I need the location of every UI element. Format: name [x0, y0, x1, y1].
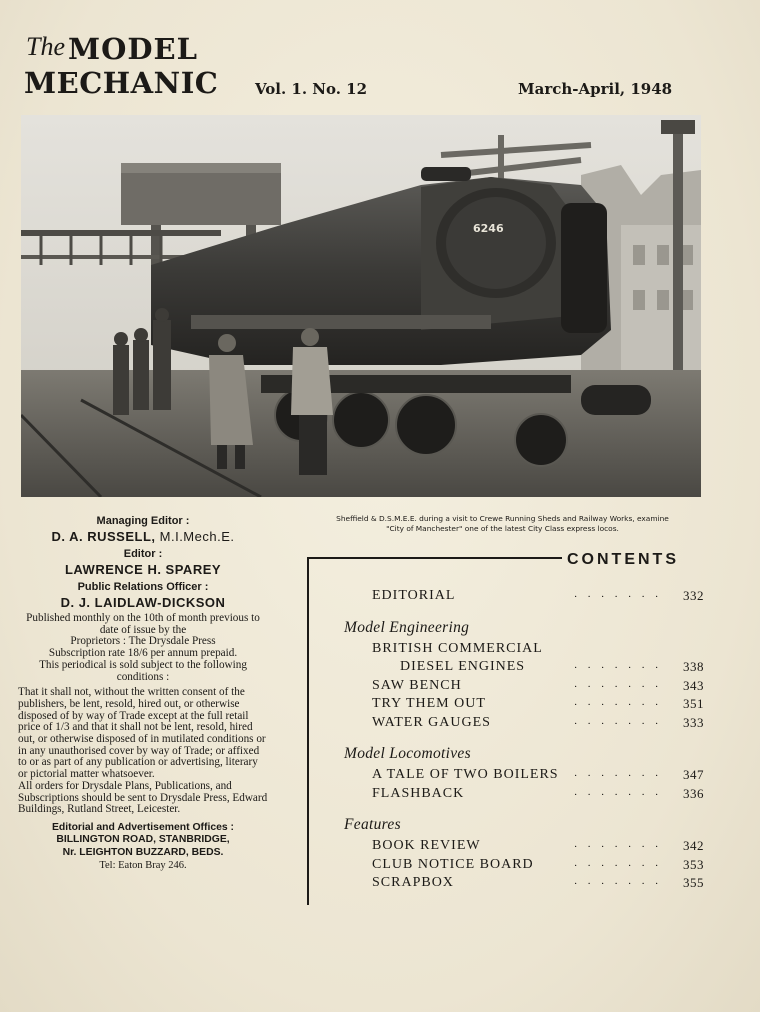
toc-entry-british-commercial[interactable] — [344, 641, 704, 660]
subscription-notice: Subscription rate 18/6 per annum prepaid. — [48, 647, 238, 660]
orders-notice: All orders for Drysdale Plans, Publications, and Subscriptions should be sent to Drysdale Press, Edward Buildings, Rutland Street, Leicester. — [18, 779, 268, 816]
toc-page: 338 — [683, 659, 704, 674]
toc-title: FLASHBACK — [372, 785, 465, 801]
toc-page: 351 — [683, 696, 704, 711]
managing-editor-role: Managing Editor : — [96, 515, 190, 527]
toc-page: 342 — [683, 838, 704, 853]
toc-entry-scrapbox[interactable] — [344, 875, 704, 894]
toc-entry-tale-of-two-boilers[interactable] — [344, 767, 704, 786]
toc-leader: . . . . . . . — [574, 588, 662, 600]
toc-title: DIESEL ENGINES — [400, 659, 526, 674]
offices-line-2: Nr. LEIGHTON BUZZARD, BEDS. — [62, 846, 224, 858]
masthead-mechanic: MECHANIC — [24, 66, 219, 100]
toc-entry-club-notice-board[interactable] — [344, 857, 704, 876]
toc-leader: . . . . . . . — [574, 714, 662, 727]
toc-title: BRITISH COMMERCIAL — [372, 640, 543, 656]
loco-plate-number: 6246 — [473, 222, 504, 235]
toc-title: A TALE OF TWO BOILERS — [372, 767, 559, 782]
managing-editor-quals: M.I.Mech.E. — [159, 529, 235, 544]
locomotive-photo-image — [21, 115, 701, 497]
masthead-model: MODEL — [68, 32, 199, 66]
pr-name: D. J. LAIDLAW-DICKSON — [60, 595, 226, 610]
toc-leader: . . . . . . . — [574, 696, 662, 708]
toc-page: 332 — [683, 588, 704, 603]
conditions-text: That it shall not, without the written consent of the publishers, be lent, resold, hired out, or otherwise disposed of by way of Trade except at the full retail price of 1/3 and that it shall not be lent, resold, hired out, or otherwise disposed of in mutilated conditions or in any unauthorised cover by way of Trade; or affixed to or as part of any publication or advertising, literary or pictorial matter whatsoever. — [18, 686, 266, 781]
toc-title: CLUB NOTICE BOARD — [372, 856, 534, 872]
toc-leader: . . . . . . . — [574, 659, 662, 671]
pr-role: Public Relations Officer : — [77, 581, 209, 593]
offices-telephone: Tel: Eaton Bray 246. — [99, 860, 187, 872]
toc-leader: . . . . . . . — [574, 677, 662, 690]
staff-column — [18, 514, 268, 873]
toc-page: 333 — [683, 714, 704, 730]
toc-title: WATER GAUGES — [372, 714, 491, 730]
toc-entry-editorial[interactable] — [344, 588, 704, 607]
locomotive-photo — [21, 115, 701, 497]
toc-leader: . . . . . . . — [574, 838, 662, 850]
toc-page: 336 — [683, 785, 704, 801]
editor-name: LAWRENCE H. SPAREY — [64, 562, 222, 577]
caption-line-1: Sheffield & D.S.M.E.E. during a visit to Crewe Running Sheds and Railway Works, examine — [336, 514, 669, 523]
toc-entry-water-gauges[interactable] — [344, 715, 704, 734]
proprietors-notice: Proprietors : The Drysdale Press — [70, 635, 216, 648]
toc-entry-try-them-out[interactable] — [344, 696, 704, 715]
toc-title: EDITORIAL — [372, 588, 456, 603]
editor-role: Editor : — [123, 548, 163, 560]
offices-heading: Editorial and Advertisement Offices : — [51, 821, 235, 833]
offices-line-1: BILLINGTON ROAD, STANBRIDGE, — [56, 834, 230, 846]
toc-title: SAW BENCH — [372, 677, 462, 693]
section-heading: Model Engineering — [344, 618, 470, 636]
managing-editor-name-text: D. A. RUSSELL, — [51, 529, 156, 544]
masthead-logo — [24, 30, 239, 100]
toc-leader: . . . . . . . — [574, 785, 662, 798]
caption-line-2: "City of Manchester" one of the latest City Class express locos. — [386, 524, 619, 533]
toc-leader: . . . . . . . — [574, 875, 662, 887]
toc-page: 355 — [683, 875, 704, 890]
published-notice: Published monthly on the 10th of month previous to date of issue by the — [26, 612, 260, 636]
table-of-contents — [344, 588, 704, 894]
toc-page: 347 — [683, 767, 704, 782]
toc-title: SCRAPBOX — [372, 875, 454, 890]
managing-editor-name — [18, 528, 268, 545]
section-heading: Features — [344, 816, 401, 833]
photo-caption — [300, 514, 705, 534]
toc-entry-book-review[interactable] — [344, 838, 704, 857]
toc-page: 343 — [683, 677, 704, 693]
toc-title: BOOK REVIEW — [372, 838, 481, 853]
volume-number: Vol. 1. No. 12 — [255, 80, 368, 98]
conditions-intro: This periodical is sold subject to the following conditions : — [39, 658, 247, 683]
issue-date: March-April, 1948 — [518, 80, 673, 98]
toc-title: TRY THEM OUT — [372, 696, 486, 711]
toc-entry-saw-bench[interactable] — [344, 678, 704, 697]
contents-title: CONTENTS — [567, 551, 679, 568]
masthead-the: The — [26, 32, 65, 61]
toc-leader: . . . . . . . — [574, 856, 662, 869]
toc-entry-diesel-engines[interactable] — [344, 659, 704, 678]
toc-entry-flashback[interactable] — [344, 786, 704, 805]
toc-leader: . . . . . . . — [574, 767, 662, 779]
toc-page: 353 — [683, 856, 704, 872]
section-heading: Model Locomotives — [344, 745, 471, 762]
